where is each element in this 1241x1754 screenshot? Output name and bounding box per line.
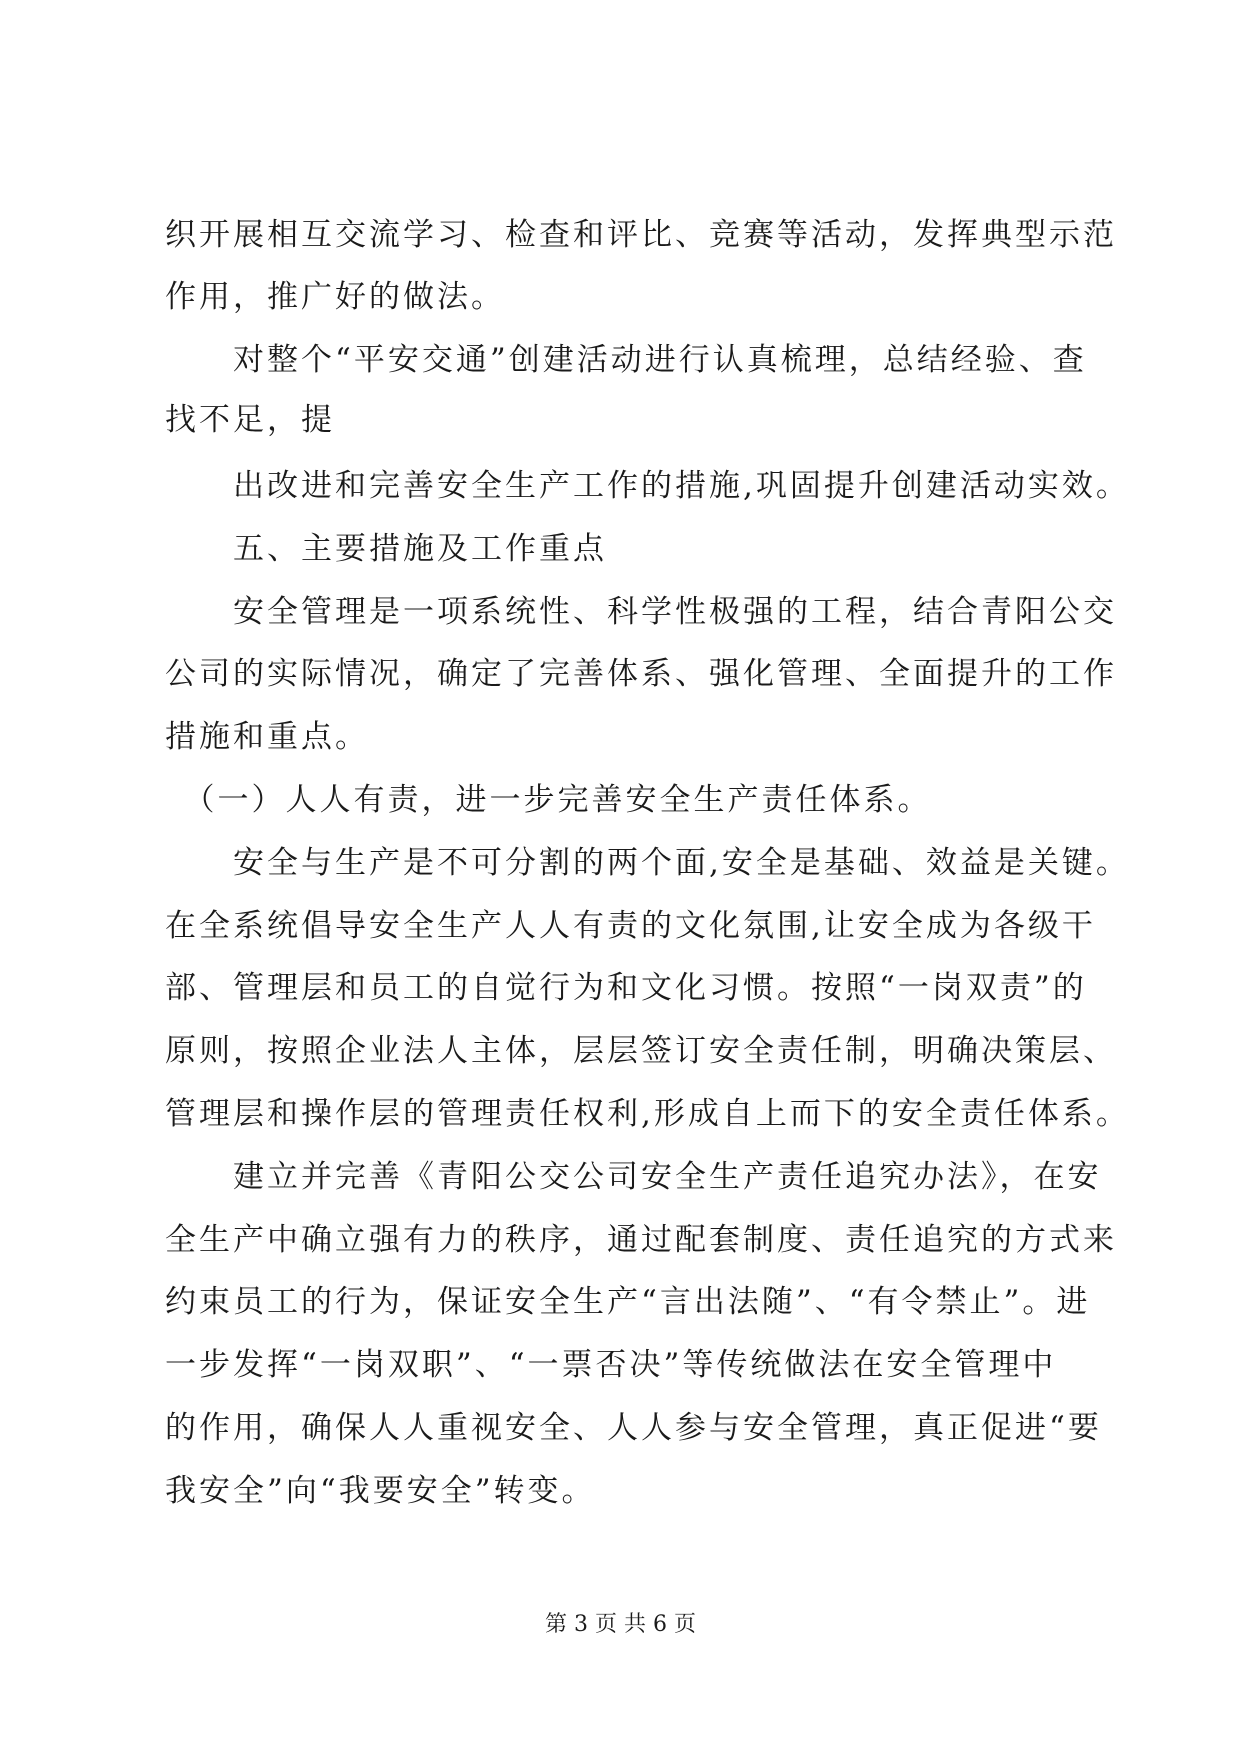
body-text-line: 我安全”向“我要安全”转变。 [165, 1473, 596, 1509]
body-text-line: 公司的实际情况，确定了完善体系、强化管理、全面提升的工作 [165, 656, 1117, 692]
body-text-line: 原则，按照企业法人主体，层层签订安全责任制，明确决策层、 [165, 1033, 1117, 1069]
page-number-footer: 第 3 页 共 6 页 [545, 1612, 696, 1637]
body-text-line: 一步发挥“一岗双职”、“一票否决”等传统做法在安全管理中 [165, 1347, 1057, 1383]
body-text-line: 安全与生产是不可分割的两个面,安全是基础、效益是关键。 [165, 845, 1130, 881]
body-text-line: 建立并完善《青阳公交公司安全生产责任追究办法》，在安 [165, 1159, 1102, 1195]
body-text-line: 对整个“平安交通”创建活动进行认真梳理，总结经验、查 [165, 342, 1087, 378]
body-text-line: 管理层和操作层的管理责任权利,形成自上而下的安全责任体系。 [165, 1096, 1130, 1132]
section-heading: 五、主要措施及工作重点 [165, 531, 607, 567]
body-text-line: 出改进和完善安全生产工作的措施,巩固提升创建活动实效。 [165, 468, 1130, 504]
body-text-line: 的作用，确保人人重视安全、人人参与安全管理，真正促进“要 [165, 1410, 1102, 1446]
body-text-line: 全生产中确立强有力的秩序，通过配套制度、责任追究的方式来 [165, 1222, 1117, 1258]
body-text-line: 约束员工的行为，保证安全生产“言出法随”、“有令禁止”。进 [165, 1284, 1091, 1320]
body-text-line: 作用，推广好的做法。 [165, 279, 505, 315]
body-text-line: 找不足，提 [165, 402, 335, 438]
body-text-line: 措施和重点。 [165, 719, 369, 755]
body-text-line: 部、管理层和员工的自觉行为和文化习惯。按照“一岗双责”的 [165, 970, 1087, 1006]
body-text-line: 织开展相互交流学习、检查和评比、竞赛等活动，发挥典型示范 [165, 217, 1117, 253]
body-text-line: 在全系统倡导安全生产人人有责的文化氛围,让安全成为各级干 [165, 908, 1096, 944]
subsection-heading: （一）人人有责，进一步完善安全生产责任体系。 [165, 782, 932, 818]
body-text-line: 安全管理是一项系统性、科学性极强的工程，结合青阳公交 [165, 594, 1117, 630]
